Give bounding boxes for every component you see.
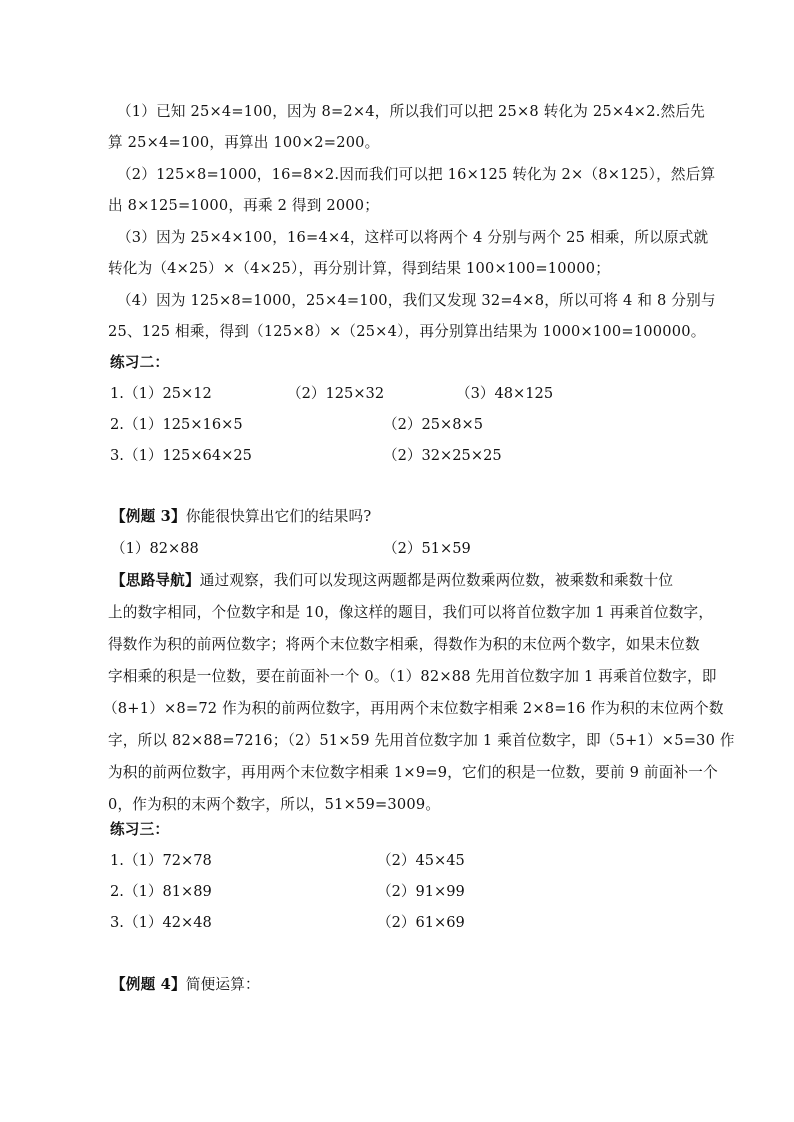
- item-number: 1.: [110, 852, 124, 869]
- exercise: （2）61×69: [377, 914, 465, 931]
- guide-line-7: 为积的前两位数字，再用两个末位数字相乘 1×9=9，它们的积是一位数，要前 9 前面补一个: [108, 764, 718, 781]
- practice-3-heading: 练习三：: [110, 821, 170, 838]
- question: （1）82×88: [111, 540, 199, 557]
- solution-2-line-2: 出 8×125=1000，再乘 2 得到 2000；: [108, 197, 380, 214]
- guide-line-8: 0，作为积的末两个数字，所以，51×59=3009。: [108, 796, 441, 813]
- solution-3-line-1: （3）因为 25×4×100，16=4×4，这样可以将两个 4 分别与两个 25 相乘，所以原式就: [117, 229, 709, 246]
- exercise: （1）72×78: [124, 852, 212, 869]
- item-number: 3.: [110, 447, 124, 464]
- exercise: （2）32×25×25: [383, 447, 502, 464]
- exercise: （2）125×32: [287, 385, 385, 402]
- item-number: 1.: [110, 385, 124, 402]
- example-4-label: 【例题 4】: [111, 976, 186, 993]
- exercise: （3）48×125: [456, 385, 554, 402]
- guide-line-5: （8+1）×8=72 作为积的前两位数字，再用两个末位数字相乘 2×8=16 作为积的末位两个数: [103, 700, 724, 717]
- guide-line-2: 上的数字相同，个位数字和是 10，像这样的题目，我们可以将首位数字加 1 再乘首位数字，: [108, 604, 714, 621]
- example-3-heading: [111, 507, 371, 527]
- exercise: （1）81×89: [124, 883, 212, 900]
- practice-2-heading: 练习二：: [110, 354, 170, 371]
- exercise: （1）25×12: [124, 385, 212, 402]
- solution-4-line-2: 25、125 相乘，得到（125×8）×（25×4），再分别算出结果为 1000×100=100000。: [108, 323, 706, 340]
- solution-2-line-1: （2）125×8=1000，16=8×2.因而我们可以把 16×125 转化为 2×（8×125），然后算: [117, 166, 716, 183]
- exercise: （1）125×64×25: [124, 447, 252, 464]
- exercise: （1）42×48: [124, 914, 212, 931]
- guide-text: 通过观察，我们可以发现这两题都是两位数乘两位数，被乘数和乘数十位: [199, 572, 674, 589]
- exercise: （1）125×16×5: [124, 416, 243, 433]
- solution-3-line-2: 转化为（4×25）×（4×25），再分别计算，得到结果 100×100=10000；: [108, 260, 611, 277]
- guide-line-4: 字相乘的积是一位数，要在前面补一个 0。（1）82×88 先用首位数字加 1 再乘首位数字，即: [108, 668, 717, 685]
- item-number: 3.: [110, 914, 124, 931]
- guide-label: 【思路导航】: [111, 572, 200, 589]
- exercise: （2）91×99: [377, 883, 465, 900]
- guide-line-3: 得数作为积的前两位数字；将两个末位数字相乘，得数作为积的末位两个数字，如果末位数: [108, 636, 700, 653]
- solution-1-line-2: 算 25×4=100，再算出 100×2=200。: [108, 134, 380, 151]
- solution-1-line-1: （1）已知 25×4=100，因为 8=2×4，所以我们可以把 25×8 转化为 25×4×2.然后先: [117, 103, 705, 120]
- exercise: （2）25×8×5: [383, 416, 484, 433]
- example-4-text: 简便运算：: [185, 976, 260, 993]
- exercise: （2）45×45: [377, 852, 465, 869]
- example-4-heading: [111, 975, 260, 995]
- solution-4-line-1: （4）因为 125×8=1000，25×4=100，我们又发现 32=4×8，所以可将 4 和 8 分别与: [117, 292, 716, 309]
- guide-line-1: [111, 571, 673, 591]
- example-3-label: 【例题 3】: [111, 508, 186, 525]
- guide-line-6: 字，所以 82×88=7216；（2）51×59 先用首位数字加 1 乘首位数字，即（5+1）×5=30 作: [108, 732, 735, 749]
- item-number: 2.: [110, 416, 124, 433]
- example-3-text: 你能很快算出它们的结果吗?: [185, 508, 372, 525]
- question: （2）51×59: [383, 540, 471, 557]
- item-number: 2.: [110, 883, 124, 900]
